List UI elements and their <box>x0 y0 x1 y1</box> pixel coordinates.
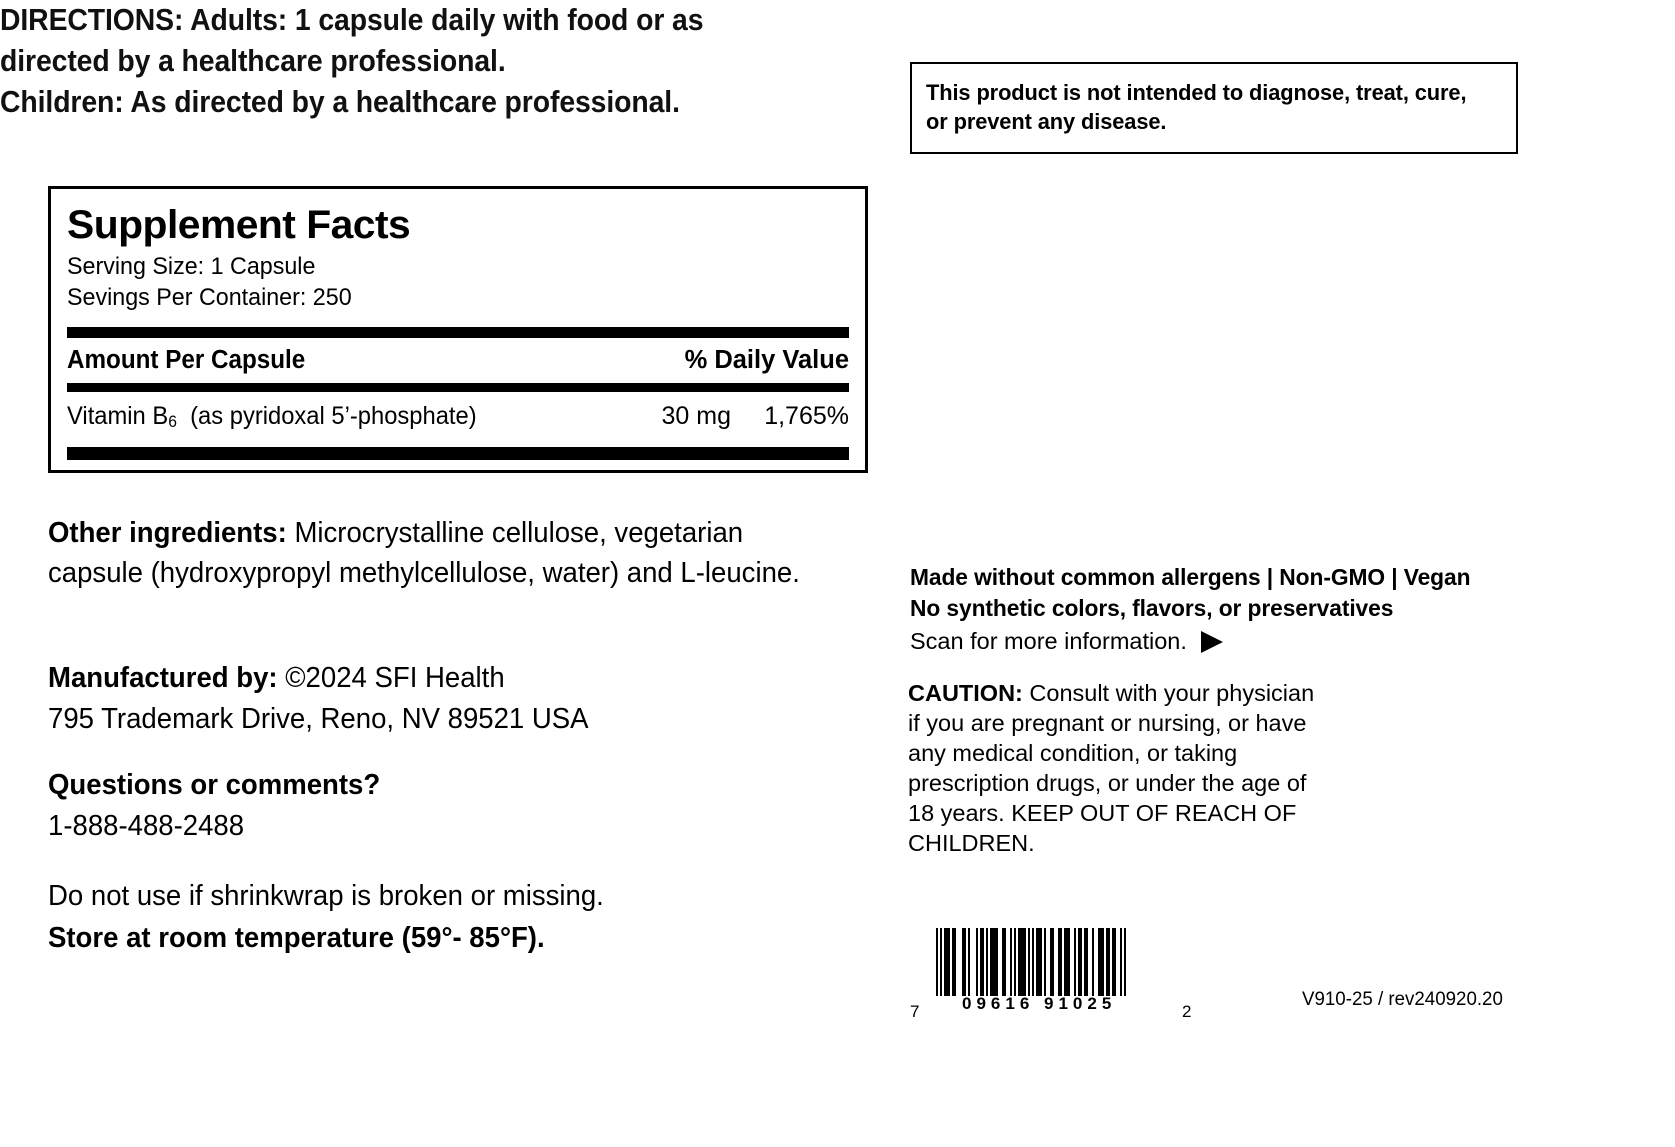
scan-prompt <box>910 626 1530 657</box>
divider-thick-bottom <box>67 447 849 460</box>
contact-phone: 1-888-488-2488 <box>48 810 245 842</box>
contact-heading: Questions or comments? <box>48 769 381 801</box>
nutrient-daily-value: 1,765% <box>764 402 849 430</box>
barcode-numbers <box>910 994 1192 1021</box>
storage-temperature: Store at room temperature (59°- 85°F). <box>48 922 545 954</box>
manufacturer-block <box>48 658 837 740</box>
divider-under-header <box>67 383 849 392</box>
caution-text: Consult with your physician if you are pregnant or nursing, or have any medical condition, or taking prescription drugs, or under the age of 18 years. <box>908 680 1315 826</box>
shrinkwrap-warning: Do not use if shrinkwrap is broken or missing. <box>48 880 604 912</box>
caution-block <box>908 678 1328 858</box>
nutrient-source: (as pyridoxal 5’-phosphate) <box>190 402 477 430</box>
nutrient-amount: 30 mg <box>661 402 731 430</box>
supplement-facts-title: Supplement Facts <box>67 203 411 247</box>
nutrient-subscript: 6 <box>168 412 177 431</box>
directions-line-1: DIRECTIONS: Adults: 1 capsule daily with food or as <box>0 3 704 37</box>
divider-thick-top <box>67 327 849 338</box>
manufacturer-address: 795 Trademark Drive, Reno, NV 89521 USA <box>48 703 589 735</box>
claims-line-1: Made without common allergens | Non-GMO | Vegan <box>910 564 1471 590</box>
manufactured-by-label: Manufactured by: <box>48 662 278 694</box>
barcode-bars <box>936 928 1166 996</box>
supplement-facts-header-row <box>67 338 849 383</box>
directions-block <box>0 0 832 123</box>
other-ingredients-block <box>48 513 822 593</box>
other-ingredients-label: Other ingredients: <box>48 517 287 549</box>
barcode-left-digit: 7 <box>910 1002 920 1021</box>
nutrient-values-cell <box>635 401 849 431</box>
fda-disclaimer-box <box>910 62 1518 154</box>
directions-line-3: Children: As directed by a healthcare professional. <box>0 85 680 119</box>
keep-out-of-reach: KEEP OUT OF REACH OF CHILDREN. <box>908 800 1297 856</box>
manufacturer-company: ©2024 SFI Health <box>285 662 505 694</box>
header-amount-per-capsule: Amount Per Capsule <box>67 346 306 374</box>
fda-disclaimer-text: This product is not intended to diagnose, treat, cure, or prevent any disease. <box>926 80 1467 134</box>
product-claims-block <box>910 562 1530 624</box>
serving-size: Serving Size: 1 Capsule <box>67 253 316 280</box>
supplement-facts-panel <box>48 186 868 473</box>
nutrient-name: Vitamin B <box>67 402 169 430</box>
other-ingredients-text: Microcrystalline cellulose, vegetarian capsule (hydroxypropyl methylcellulose, water) and L-leucine. <box>48 517 800 589</box>
barcode-main-digits: 09616 91025 <box>962 994 1117 1013</box>
caution-label: CAUTION: <box>908 680 1023 706</box>
directions-line-2: directed by a healthcare professional. <box>0 44 506 78</box>
header-daily-value: % Daily Value <box>684 346 849 374</box>
storage-block <box>48 875 837 959</box>
table-row <box>67 392 849 447</box>
servings-per-container: Sevings Per Container: 250 <box>67 284 352 311</box>
barcode-right-digit: 2 <box>1182 1002 1192 1021</box>
contact-block <box>48 765 837 847</box>
claims-line-2: No synthetic colors, flavors, or preservatives <box>910 595 1394 621</box>
nutrient-name-cell <box>67 401 607 437</box>
revision-code: V910-25 / rev240920.20 <box>1302 988 1503 1010</box>
upc-barcode <box>910 928 1192 1021</box>
scan-text: Scan for more information. <box>910 628 1187 654</box>
arrow-right-icon <box>1201 631 1223 653</box>
